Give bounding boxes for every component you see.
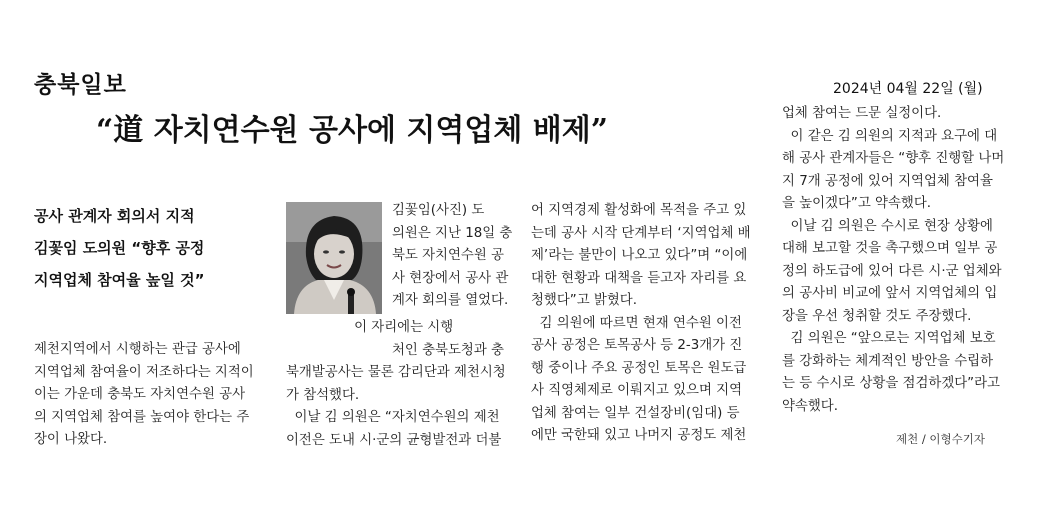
text-line: 에만 국한돼 있고 나머지 공정도 제천 <box>531 428 747 443</box>
text-line: 가 참석했다. <box>286 387 360 403</box>
councilor-photo <box>286 202 382 314</box>
subhead-line: 공사 관계자 회의서 지적 <box>34 207 195 225</box>
article-byline: 제천 / 이형수기자 <box>896 432 985 446</box>
text-line: 어 지역경제 활성화에 목적을 주고 있 <box>531 203 747 218</box>
text-line: 을 높이겠다”고 약속했다. <box>782 196 932 211</box>
text-line: 를 강화하는 체계적인 방안을 수립하 <box>782 353 994 369</box>
article-column-3 <box>531 200 767 448</box>
text-line: 북개발공사는 물론 감리단과 제천시청 <box>286 365 506 380</box>
article-column-2-top <box>392 200 517 313</box>
text-line: 의 지역업체 참여를 높여야 한다는 주 <box>34 409 250 425</box>
text-line: 이날 김 의원은 수시로 현장 상황에 <box>782 218 993 234</box>
text-line: 청했다”고 밝혔다. <box>531 293 637 308</box>
text-line: 는데 공사 시작 단계부터 ‘지역업체 배 <box>531 225 751 241</box>
text-line: 대한 현황과 대책을 듣고자 자리를 요 <box>531 270 747 286</box>
text-line: 업체 참여는 드문 실정이다. <box>782 106 942 121</box>
article-headline: “道 자치연수원 공사에 지역업체 배제” <box>96 113 609 148</box>
text-line: 업체 참여는 일부 건설장비(임대) 등 <box>531 405 740 421</box>
text-line: 제’라는 불만이 나오고 있다”며 “이에 <box>531 248 748 263</box>
text-line: 이전은 도내 시·군의 균형발전과 더불 <box>286 432 502 448</box>
text-line: 정의 하도급에 있어 다른 시·군 업체와 <box>782 263 1002 279</box>
article-column-2-bottom <box>286 317 518 452</box>
text-line: 이 자리에는 시행 <box>286 320 454 335</box>
text-line: 이날 김 의원은 “자치연수원의 제천 <box>286 410 500 425</box>
text-line: 제천지역에서 시행하는 관급 공사에 <box>34 342 241 357</box>
text-line: 김 의원은 “앞으로는 지역업체 보호 <box>782 331 996 346</box>
article-column-1 <box>34 339 274 452</box>
text-line: 이 같은 김 의원의 지적과 요구에 대 <box>782 128 998 144</box>
article-subheads <box>34 200 274 296</box>
text-line: 는 등 수시로 상황을 점검하겠다”라고 <box>782 376 1000 391</box>
text-line: 공사 공정은 토목공사 등 2-3개가 진 <box>531 338 743 353</box>
text-line: 북도 자치연수원 공 <box>392 248 504 263</box>
text-line: 장이 나왔다. <box>34 432 108 447</box>
subhead-line: 지역업체 참여율 높일 것” <box>34 271 205 289</box>
text-line: 처인 충북도청과 충 <box>392 342 504 358</box>
portrait-image <box>286 202 382 314</box>
text-line: 김 의원에 따르면 현재 연수원 이전 <box>531 315 742 331</box>
text-line: 지역업체 참여율이 저조하다는 지적이 <box>34 364 254 380</box>
text-line: 해 공사 관계자들은 “향후 진행할 나머 <box>782 151 1005 166</box>
text-line: 이는 가운데 충북도 자치연수원 공사 <box>34 387 246 402</box>
text-line: 사 현장에서 공사 관 <box>392 270 509 286</box>
subhead-line: 김꽃임 도의원 “향후 공정 <box>34 239 205 257</box>
text-line: 사 직영체제로 이뤄지고 있으며 지역 <box>531 383 743 398</box>
text-line: 지 7개 공정에 있어 지역업체 참여율 <box>782 173 993 189</box>
text-line: 의원은 지난 18일 충 <box>392 225 513 241</box>
text-line: 행 중이나 주요 공정인 토목은 원도급 <box>531 360 747 376</box>
article-column-4 <box>782 103 1014 418</box>
publication-date: 2024년 04월 22일 (월) <box>833 81 983 97</box>
text-line: 김꽃임(사진) 도 <box>392 203 485 218</box>
text-line: 대해 보고할 것을 촉구했으며 일부 공 <box>782 241 998 256</box>
text-line: 약속했다. <box>782 398 838 414</box>
newspaper-masthead: 충북일보 <box>34 71 127 98</box>
text-line: 장을 우선 청취할 것도 주장했다. <box>782 308 972 324</box>
text-line: 의 공사비 비교에 앞서 지역업체의 입 <box>782 286 998 301</box>
text-line: 계자 회의를 열었다. <box>392 293 509 308</box>
